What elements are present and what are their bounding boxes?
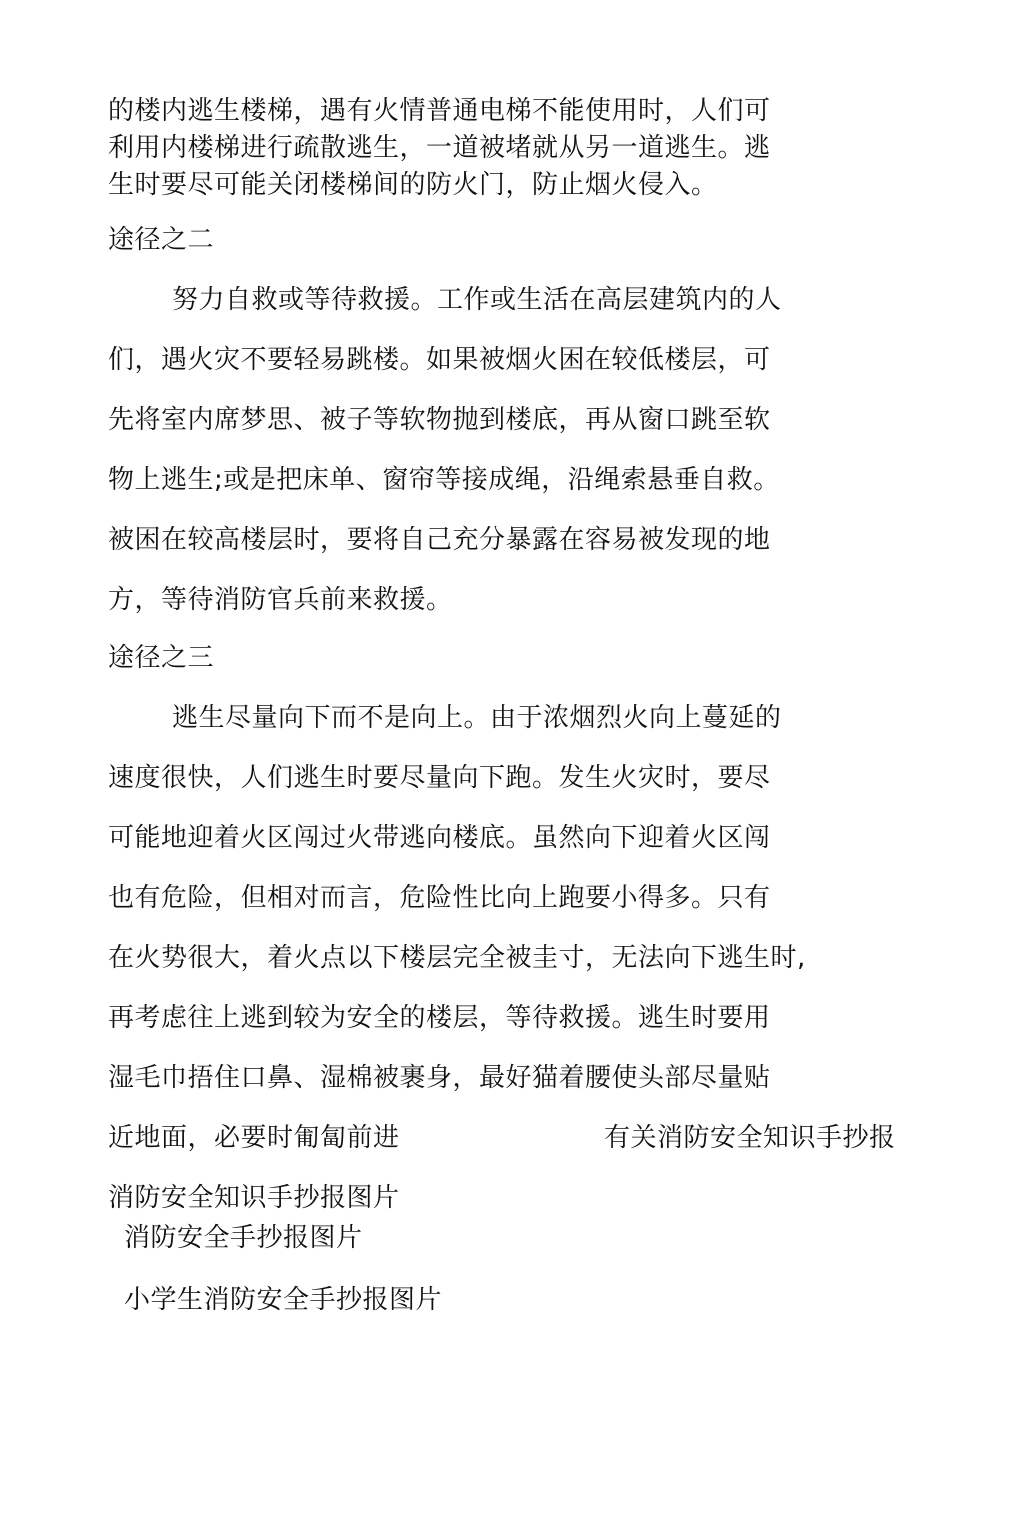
paragraph-line: 速度很快，人们逃生时要尽量向下跑。发生火灾时，要尽 <box>108 763 771 793</box>
paragraph-line: 先将室内席梦思、被子等软物抛到楼底，再从窗口跳至软 <box>108 405 771 435</box>
paragraph-line: 方，等待消防官兵前来救援。 <box>108 585 453 615</box>
paragraph-line: 物上逃生;或是把床单、窗帘等接成绳，沿绳索悬垂自救。 <box>108 465 780 495</box>
paragraph-line: 被困在较高楼层时，要将自己充分暴露在容易被发现的地 <box>108 525 771 555</box>
paragraph-line: 也有危险，但相对而言，危险性比向上跑要小得多。只有 <box>108 883 771 913</box>
related-link[interactable]: 消防安全手抄报图片 <box>124 1223 363 1253</box>
paragraph-line: 近地面，必要时匍匐前进 <box>108 1123 400 1153</box>
paragraph-line: 利用内楼梯进行疏散逃生，一道被堵就从另一道逃生。逃 <box>108 133 771 163</box>
paragraph-line: 努力自救或等待救援。工作或生活在高层建筑内的人 <box>172 285 782 315</box>
paragraph-line: 逃生尽量向下而不是向上。由于浓烟烈火向上蔓延的 <box>172 703 782 733</box>
section-heading: 途径之三 <box>108 643 215 673</box>
paragraph-line: 在火势很大，着火点以下楼层完全被圭寸，无法向下逃生时, <box>108 943 806 973</box>
paragraph-line: 们，遇火灾不要轻易跳楼。如果被烟火困在较低楼层，可 <box>108 345 771 375</box>
related-link[interactable]: 有关消防安全知识手抄报 <box>604 1123 896 1153</box>
paragraph-line: 生时要尽可能关闭楼梯间的防火门，防止烟火侵入。 <box>108 170 718 200</box>
paragraph-line: 可能地迎着火区闯过火带逃向楼底。虽然向下迎着火区闯 <box>108 823 771 853</box>
paragraph-line: 湿毛巾捂住口鼻、湿棉被裹身，最好猫着腰使头部尽量贴 <box>108 1063 771 1093</box>
paragraph-line: 的楼内逃生楼梯，遇有火情普通电梯不能使用时，人们可 <box>108 96 771 126</box>
related-link[interactable]: 消防安全知识手抄报图片 <box>108 1183 400 1213</box>
related-link[interactable]: 小学生消防安全手抄报图片 <box>124 1285 443 1315</box>
paragraph-line: 再考虑往上逃到较为安全的楼层，等待救援。逃生时要用 <box>108 1003 771 1033</box>
section-heading: 途径之二 <box>108 225 215 255</box>
